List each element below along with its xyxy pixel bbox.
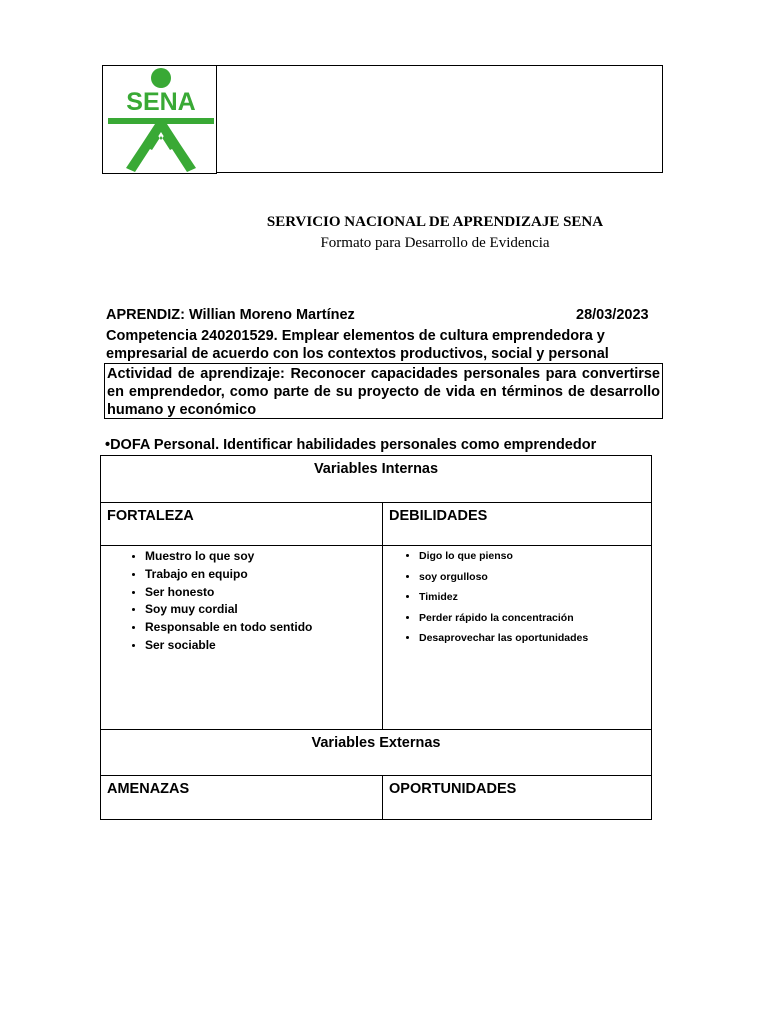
dofa-table [100, 455, 652, 820]
list-item: • Soy muy cordial [145, 601, 382, 619]
list-item: • Muestro lo que soy [145, 548, 382, 566]
internal-variables-header: Variables Internas [101, 456, 652, 503]
debilidades-list [383, 546, 651, 649]
dofa-title: •DOFA Personal. Identificar habilidades personales como emprendedor [105, 437, 597, 453]
list-item: • Digo lo que pienso [419, 546, 651, 567]
amenazas-header: AMENAZAS [101, 776, 383, 820]
debilidades-header: DEBILIDADES [383, 503, 652, 546]
actividad-box: Actividad de aprendizaje: Reconocer capacidades personales para convertirse en emprendedor, como parte de su proyecto de vida en términos de desarrollo humano y económico [104, 363, 663, 419]
external-variables-header: Variables Externas [101, 730, 652, 776]
fortaleza-header: FORTALEZA [101, 503, 383, 546]
list-item: • Responsable en todo sentido [145, 619, 382, 637]
oportunidades-header: OPORTUNIDADES [383, 776, 652, 820]
list-item: • Timidez [419, 587, 651, 608]
aprendiz-line: APRENDIZ: Willian Moreno Martínez [106, 307, 355, 323]
debilidades-cell [383, 546, 652, 730]
list-item: • Desaprovechar las oportunidades [419, 628, 651, 649]
sena-logo-icon [106, 66, 216, 174]
list-item: • Ser sociable [145, 637, 382, 655]
fortalezas-list [101, 548, 382, 655]
fortalezas-cell [101, 546, 383, 730]
header-empty-cell [216, 65, 663, 173]
institution-name: SERVICIO NACIONAL DE APRENDIZAJE SENA [266, 214, 604, 230]
format-title: Formato para Desarrollo de Evidencia [320, 235, 550, 251]
list-item: • soy orgulloso [419, 567, 651, 588]
logo-box [102, 65, 217, 174]
list-item: • Trabajo en equipo [145, 566, 382, 584]
list-item: • Perder rápido la concentración [419, 608, 651, 629]
list-item: • Ser honesto [145, 584, 382, 602]
date: 28/03/2023 [576, 307, 649, 323]
competencia-text: Competencia 240201529. Emplear elementos de cultura emprendedora y empresarial de acuerdo con los contextos productivos, social y personal [106, 328, 609, 362]
logo-text: SENA [126, 88, 196, 116]
